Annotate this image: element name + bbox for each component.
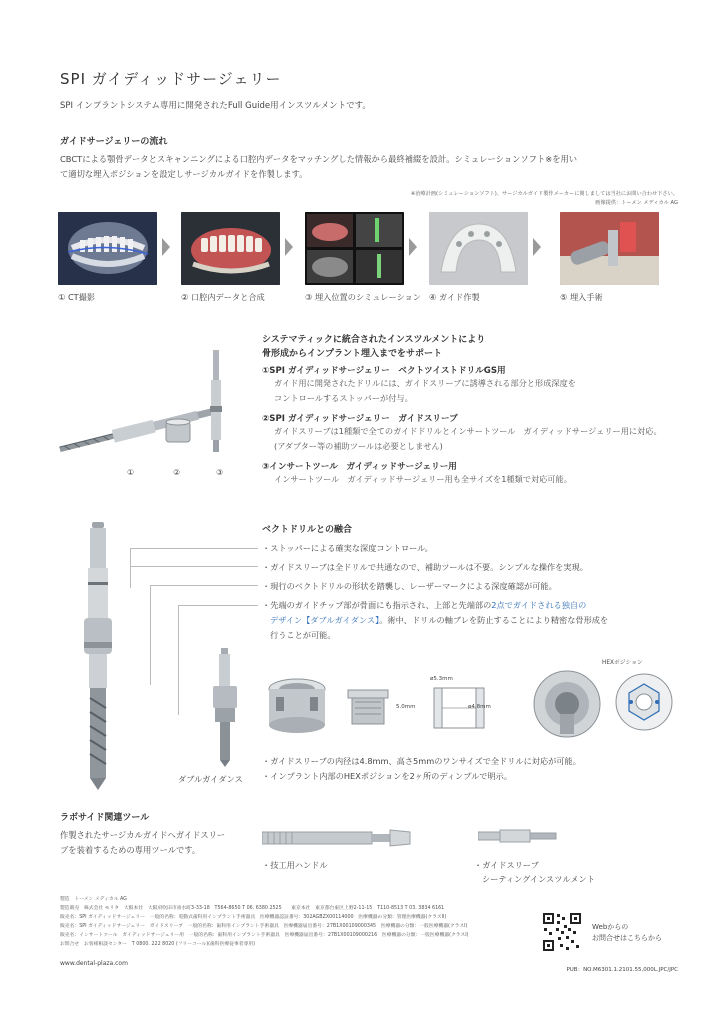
ct-scan-image [58,212,157,285]
flow-arrow-2 [285,238,293,256]
system-item-2-body1: ガイドスリーブは1種類で全てのガイドドリルとインサートツール ガイディッドサージェリー用に対応。 [274,426,662,436]
instruments-illustration [58,350,248,470]
leader-line-1 [130,548,258,549]
fusion-bullet-4-text-b: 。術中、ドリルの軸ブレを防止することにより精密な骨形成を [379,615,609,625]
dimension-inner-diameter: ø4.8mm [468,704,491,710]
flow-description-line1: CBCTによる顎骨データとスキャンニングによる口腔内データをマッチングした情報から最終補綴を設計。シミュレーションソフト※を用い [60,154,578,164]
leader-vertical-3 [178,605,179,715]
sleeve-bullets [262,754,692,784]
dimension-height: 5.0mm [396,704,416,710]
fusion-bullet-3: ・現行のベクトドリルの形状を踏襲し、レーザーマークによる深度確認が可能。 [262,581,557,591]
system-item-1-title: ①SPI ガイディッドサージェリー ベクトツイストドリルGS用 [262,366,506,376]
sleeve-bullet-1: ・ガイドスリーブの内径は4.8mm、高さ5mmのワンサイズで全ドリルに対応が可能。 [262,756,581,766]
footer-line-6: お問合せ お客様相談センター T 0800. 222 8020 (フリーコール)(歯科医療従事者専用) [60,942,256,947]
seating-instrument-illustration [478,826,568,846]
leader-line-4 [178,605,258,606]
flow-note: ※治療計画(シミュレーションソフト)、サージカルガイド製作メーカーに関しましては当社にお問い合わせ下さい。 [410,191,678,197]
flow-step-4: ④ ガイド作製 [429,292,480,302]
hex-position-diagram [614,672,674,732]
flow-step-1: ① CT撮影 [58,292,96,302]
leader-line-2 [130,566,258,567]
guide-sleeve-photo [262,675,332,735]
lab-heading: ラボサイド関連ツール [60,813,150,823]
flow-arrow-1 [162,238,170,256]
footer-line-3: 販売名：SPI ガイディッドサージェリー 一般的名称：電動式歯科用インプラント手術器具 医療機器認証番号：302AGBZX00114000 医療機器の分類：管理医療機器(クラスII) [60,915,447,920]
flow-step-5: ⑤ 埋入手術 [560,292,603,302]
lab-description-line1: 作製されたサージカルガイドへガイドスリー [60,830,226,840]
leader-vertical-1 [130,548,131,588]
publication-number: PUB：NO.M6301.1.2101.55,000L.JPC/JPC [566,967,678,973]
fusion-heading: ベクトドリルとの融合 [262,525,353,535]
lab-description [60,828,260,858]
fusion-bullet-2: ・ガイドスリーブは全ドリルで共通なので、補助ツールは不要。シンプルな操作を実現。 [262,562,588,572]
system-item-3-title: ③インサートツール ガイディッドサージェリー用 [262,462,457,472]
fusion-bullet-4-highlight-2: デザイン【ダブルガイダンス】 [270,615,380,625]
qr-code[interactable] [542,912,582,952]
flow-arrow-4 [533,238,541,256]
dimension-outer-diameter: ø5.3mm [430,676,453,682]
instrument-label-1: ① [127,468,135,477]
footer-url[interactable]: www.dental-plaza.com [60,960,128,967]
image-credit: 画像提供：トーメン メディカル AG [595,200,678,206]
system-items [262,364,692,487]
system-heading-line1: システマティックに統合されたインスツルメントにより [262,335,486,345]
hex-position-label: HEXポジション [602,660,643,666]
web-inquiry-text[interactable] [592,922,662,944]
flow-step-3: ③ 埋入位置のシミュレーション [305,292,421,302]
page-title: SPI ガイディッドサージェリー [60,70,282,88]
fusion-bullet-4-text-a: ・先端のガイドチップ部が骨面にも指示され、上部と先端部の [262,600,492,610]
leader-line-3 [150,585,258,586]
flow-description [60,152,680,182]
system-item-3-body1: インサートツール ガイディッドサージェリー用も全サイズを1種類で対応可能。 [274,474,572,484]
flow-arrow-3 [409,238,417,256]
implant-top-view-photo [522,668,612,738]
system-item-2-body2: (アダプター等の補助ツールは必要としません) [274,441,443,451]
flow-heading: ガイドサージェリーの流れ [60,137,168,147]
instrument-label-2: ② [173,468,181,477]
system-item-1-body1: ガイド用に開発されたドリルには、ガイドスリーブに誘導される部分と形成深度を [274,378,576,388]
web-inquiry-line2: お問合せはこちらから [592,934,662,942]
implant-surgery-image [560,212,659,285]
fusion-bullet-4-highlight-1: 2点でガイドされる独自の [491,600,587,610]
page-subtitle: SPI インプラントシステム専用に開発されたFull Guide用インスツルメントです。 [60,101,371,111]
lab-tool-1-label: ・技工用ハンドル [262,860,328,870]
intraoral-merge-image [181,212,280,285]
lab-description-line2: ブを装着するための専用ツールです。 [60,845,201,855]
system-item-1-body2: コントロールするストッパーが付与。 [274,393,413,403]
web-inquiry-line1: Webからの [592,923,629,931]
system-heading-line2: 骨形成からインプラント埋入までをサポート [262,349,443,359]
guide-fabrication-image [429,212,528,285]
fusion-bullet-4-text-c: 行うことが可能。 [270,630,336,640]
sleeve-side-diagram [343,688,393,728]
simulation-image [305,212,404,285]
fusion-bullet-1: ・ストッパーによる確実な深度コントロール。 [262,543,433,553]
footer-info [60,895,560,949]
double-guidance-illustration [205,648,245,768]
drill-illustration [70,522,130,792]
instrument-label-3: ③ [216,468,224,477]
fusion-bullet-4 [262,598,692,643]
footer-line-5: 販売名：インサートツール ガイディッドサージェリー用 一般的名称：歯科用インプラント手術器具 医療機器届出番号：27B1X00109000216 医療機器の分類：一般医療機器(クラスI) [60,933,469,938]
lab-handle-illustration [262,826,422,850]
lab-tool-2-label-line2: シーティングインスツルメント [482,874,595,884]
footer-line-1: 製造 トーメン メディカル AG [60,897,127,902]
double-guidance-label: ダブルガイダンス [178,774,243,784]
footer-line-4: 販売名：SPI ガイディッドサージェリー ガイドスリーブ 一般的名称：歯科用インプラント手術器具 医療機器届出番号：27B1X00109000345 医療機器の分類：一般医療機器(クラスI) [60,924,468,929]
leader-vertical-2 [150,585,151,685]
sleeve-bullet-2: ・インプラント内部のHEXポジションを2ヶ所のディンプルで明示。 [262,771,513,781]
flow-step-2: ② 口腔内データと合成 [181,292,265,302]
fusion-bullets [262,541,692,643]
flow-description-line2: て適切な埋入ポジションを設定しサージカルガイドを作製します。 [60,169,308,179]
footer-line-2: 製造販売 株式会社 モリタ 大阪本社 大阪府吹田市垂水町3-33-18 T564-8650 T 06. 6380 2525 東京本社 東京都台東区上野2-11-15 T110-8513 T 03. 3834 6161 [60,906,445,911]
system-item-2-title: ②SPI ガイディッドサージェリー ガイドスリーブ [262,414,458,424]
lab-tool-2-label-line1: ・ガイドスリーブ [474,860,539,870]
